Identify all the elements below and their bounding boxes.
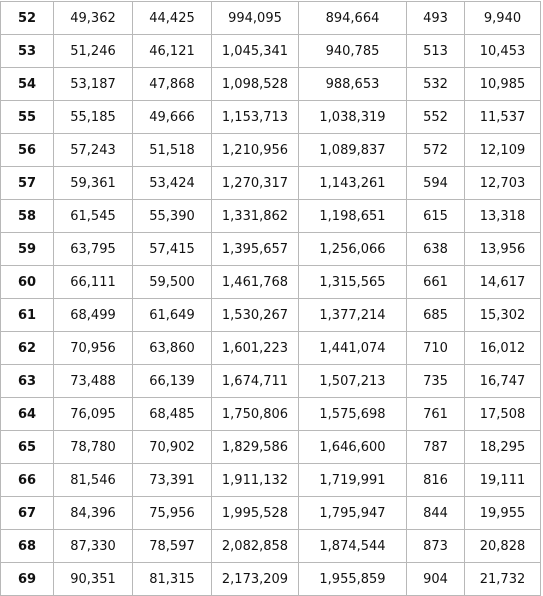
table-cell: 13,318 (465, 200, 541, 233)
table-cell: 1,995,528 (212, 497, 299, 530)
table-cell: 994,095 (212, 2, 299, 35)
table-cell: 1,210,956 (212, 134, 299, 167)
table-cell: 572 (407, 134, 465, 167)
table-cell: 513 (407, 35, 465, 68)
table-cell: 81,546 (54, 464, 133, 497)
table-row (1, 398, 541, 431)
level-cell: 58 (1, 200, 54, 233)
table-cell: 73,488 (54, 365, 133, 398)
table-cell: 1,153,713 (212, 101, 299, 134)
table-cell: 1,045,341 (212, 35, 299, 68)
table-row (1, 35, 541, 68)
table-cell: 70,956 (54, 332, 133, 365)
table-row (1, 2, 541, 35)
level-cell: 63 (1, 365, 54, 398)
level-cell: 64 (1, 398, 54, 431)
table-cell: 1,038,319 (299, 101, 407, 134)
table-row (1, 464, 541, 497)
table-cell: 21,732 (465, 563, 541, 596)
table-cell: 594 (407, 167, 465, 200)
table-cell: 1,750,806 (212, 398, 299, 431)
table-cell: 1,395,657 (212, 233, 299, 266)
level-cell: 67 (1, 497, 54, 530)
table-row (1, 101, 541, 134)
table-cell: 87,330 (54, 530, 133, 563)
table-cell: 55,390 (133, 200, 212, 233)
table-cell: 19,111 (465, 464, 541, 497)
table-cell: 1,719,991 (299, 464, 407, 497)
table-cell: 14,617 (465, 266, 541, 299)
table-cell: 66,111 (54, 266, 133, 299)
table-cell: 1,270,317 (212, 167, 299, 200)
table-row (1, 200, 541, 233)
table-cell: 615 (407, 200, 465, 233)
table-cell: 1,089,837 (299, 134, 407, 167)
table-cell: 9,940 (465, 2, 541, 35)
table-cell: 904 (407, 563, 465, 596)
table-cell: 1,795,947 (299, 497, 407, 530)
table-cell: 988,653 (299, 68, 407, 101)
level-cell: 59 (1, 233, 54, 266)
table-cell: 1,461,768 (212, 266, 299, 299)
table-body (1, 2, 541, 596)
table-cell: 1,601,223 (212, 332, 299, 365)
level-cell: 68 (1, 530, 54, 563)
level-cell: 66 (1, 464, 54, 497)
table-cell: 816 (407, 464, 465, 497)
table-cell: 1,098,528 (212, 68, 299, 101)
table-row (1, 332, 541, 365)
table-cell: 46,121 (133, 35, 212, 68)
table-cell: 68,499 (54, 299, 133, 332)
table-cell: 1,829,586 (212, 431, 299, 464)
table-cell: 90,351 (54, 563, 133, 596)
table-cell: 17,508 (465, 398, 541, 431)
level-cell: 61 (1, 299, 54, 332)
table-cell: 47,868 (133, 68, 212, 101)
table-cell: 1,674,711 (212, 365, 299, 398)
table-cell: 873 (407, 530, 465, 563)
table-row (1, 299, 541, 332)
table-cell: 57,415 (133, 233, 212, 266)
table-cell: 1,441,074 (299, 332, 407, 365)
table-cell: 66,139 (133, 365, 212, 398)
table-row (1, 68, 541, 101)
table-cell: 59,500 (133, 266, 212, 299)
table-cell: 61,545 (54, 200, 133, 233)
level-cell: 55 (1, 101, 54, 134)
table-cell: 1,874,544 (299, 530, 407, 563)
table-cell: 844 (407, 497, 465, 530)
table-cell: 710 (407, 332, 465, 365)
table-row (1, 266, 541, 299)
table-cell: 16,012 (465, 332, 541, 365)
table-cell: 493 (407, 2, 465, 35)
table-cell: 552 (407, 101, 465, 134)
table-cell: 12,109 (465, 134, 541, 167)
table-cell: 1,331,862 (212, 200, 299, 233)
table-cell: 1,256,066 (299, 233, 407, 266)
level-cell: 57 (1, 167, 54, 200)
level-cell: 54 (1, 68, 54, 101)
level-cell: 56 (1, 134, 54, 167)
table-cell: 57,243 (54, 134, 133, 167)
table-cell: 1,911,132 (212, 464, 299, 497)
table-cell: 1,955,859 (299, 563, 407, 596)
table-cell: 15,302 (465, 299, 541, 332)
table-cell: 1,198,651 (299, 200, 407, 233)
table-cell: 638 (407, 233, 465, 266)
table-row (1, 365, 541, 398)
table-row (1, 563, 541, 596)
table-cell: 1,530,267 (212, 299, 299, 332)
table-cell: 20,828 (465, 530, 541, 563)
table-cell: 59,361 (54, 167, 133, 200)
table-cell: 73,391 (133, 464, 212, 497)
level-cell: 60 (1, 266, 54, 299)
table-row (1, 134, 541, 167)
level-cell: 52 (1, 2, 54, 35)
level-cell: 53 (1, 35, 54, 68)
table-cell: 894,664 (299, 2, 407, 35)
table-cell: 44,425 (133, 2, 212, 35)
table-cell: 49,362 (54, 2, 133, 35)
table-cell: 12,703 (465, 167, 541, 200)
table-cell: 1,143,261 (299, 167, 407, 200)
table-cell: 2,173,209 (212, 563, 299, 596)
table-cell: 661 (407, 266, 465, 299)
table-cell: 68,485 (133, 398, 212, 431)
table-cell: 63,795 (54, 233, 133, 266)
table-cell: 13,956 (465, 233, 541, 266)
level-cell: 65 (1, 431, 54, 464)
table-cell: 84,396 (54, 497, 133, 530)
table-cell: 2,082,858 (212, 530, 299, 563)
table-cell: 63,860 (133, 332, 212, 365)
table-row (1, 233, 541, 266)
table-cell: 75,956 (133, 497, 212, 530)
table-cell: 16,747 (465, 365, 541, 398)
table-cell: 10,453 (465, 35, 541, 68)
table-cell: 18,295 (465, 431, 541, 464)
table-cell: 685 (407, 299, 465, 332)
table-cell: 1,646,600 (299, 431, 407, 464)
table-cell: 532 (407, 68, 465, 101)
table-row (1, 167, 541, 200)
table-cell: 53,424 (133, 167, 212, 200)
table-cell: 53,187 (54, 68, 133, 101)
table-cell: 761 (407, 398, 465, 431)
table-row (1, 431, 541, 464)
table-row (1, 530, 541, 563)
table-cell: 76,095 (54, 398, 133, 431)
table-cell: 1,575,698 (299, 398, 407, 431)
table-cell: 81,315 (133, 563, 212, 596)
table-cell: 51,518 (133, 134, 212, 167)
table-row (1, 497, 541, 530)
table-cell: 735 (407, 365, 465, 398)
table-cell: 1,315,565 (299, 266, 407, 299)
table-cell: 61,649 (133, 299, 212, 332)
table-cell: 70,902 (133, 431, 212, 464)
table-cell: 51,246 (54, 35, 133, 68)
table-cell: 78,597 (133, 530, 212, 563)
level-cell: 62 (1, 332, 54, 365)
table-cell: 78,780 (54, 431, 133, 464)
table-cell: 11,537 (465, 101, 541, 134)
table-cell: 1,377,214 (299, 299, 407, 332)
table-cell: 49,666 (133, 101, 212, 134)
table-cell: 787 (407, 431, 465, 464)
table-cell: 19,955 (465, 497, 541, 530)
table-cell: 10,985 (465, 68, 541, 101)
data-table (0, 1, 541, 596)
table-cell: 940,785 (299, 35, 407, 68)
table-cell: 55,185 (54, 101, 133, 134)
table-cell: 1,507,213 (299, 365, 407, 398)
level-cell: 69 (1, 563, 54, 596)
